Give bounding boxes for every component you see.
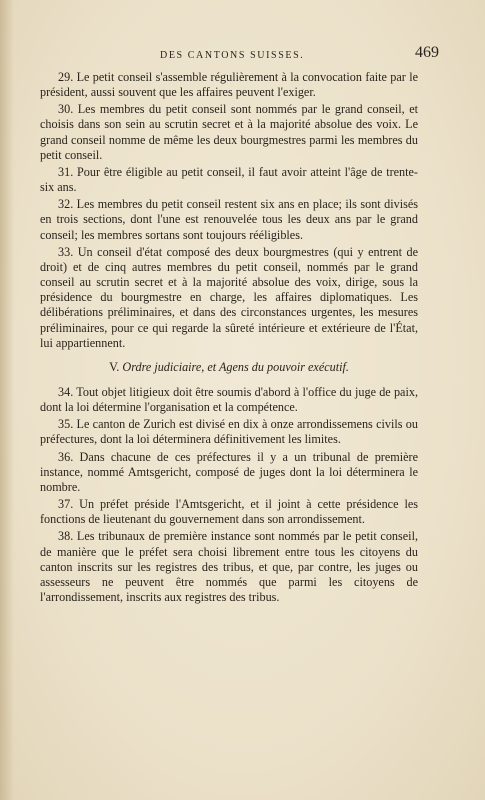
article-35: 35. Le canton de Zurich est divisé en dix à onze arrondissemens civils ou préfectures, dont la loi déterminera définitivement les limites.	[40, 417, 418, 447]
article-36: 36. Dans chacune de ces préfectures il y a un tribunal de première instance, nommé Amtsgericht, composé de juges dont la loi déterminera le nombre.	[40, 449, 418, 494]
article-31: 31. Pour être éligible au petit conseil, il faut avoir atteint l'âge de trente-six ans.	[40, 164, 418, 195]
section-heading	[40, 360, 418, 375]
article-38: 38. Les tribunaux de première instance sont nommés par le petit conseil, de manière que le préfet sera choisi librement entre tous les citoyens du canton inscrits sur les registres des tribus, et que, par contre, les juges ou assesseurs ne peuvent être nommés que parmi les citoyens de l'arrondissement, inscrits aux registres des tribus.	[40, 529, 418, 604]
page-header	[40, 44, 445, 66]
article-30: 30. Les membres du petit conseil sont nommés par le grand conseil, et choisis dans son sein au scrutin secret et à la majorité absolue des voix. Le grand conseil nomme de même les deux bourgmestres parmi les membres du petit conseil.	[40, 102, 418, 162]
article-33: 33. Un conseil d'état composé des deux bourgmestres (qui y entrent de droit) et de cinq autres membres du petit conseil, nommés par le grand conseil au scrutin secret et à la majorité absolue des voix, dirige, sous la présidence du bourgmestre en charge, les affaires diplomatiques. Les délibérations préliminaires, et dans des circonstances urgentes, les mesures préliminaires, pour ce qui regarde la sûreté intérieure et extérieure de l'État, lui appartiennent.	[40, 244, 418, 350]
section-number: V.	[109, 359, 120, 374]
page-gutter-shadow	[0, 0, 14, 800]
article-37: 37. Un préfet préside l'Amtsgericht, et il joint à cette présidence les fonctions de lieutenant du gouvernement dans son arrondissement.	[40, 497, 418, 527]
article-32: 32. Les membres du petit conseil restent six ans en place; ils sont divisés en trois sections, dont l'une est renouvelée tous les deux ans par le grand conseil; les membres sortans sont toujours rééligibles.	[40, 197, 418, 242]
section-title: Ordre judiciaire, et Agens du pouvoir exécutif.	[122, 359, 349, 374]
page-body	[40, 70, 418, 607]
running-title: DES CANTONS SUISSES.	[160, 50, 305, 61]
article-29: 29. Le petit conseil s'assemble régulièrement à la convocation faite par le président, aussi souvent que les affaires peuvent l'exiger.	[40, 70, 418, 100]
article-34: 34. Tout objet litigieux doit être soumis d'abord à l'office du juge de paix, dont la loi détermine l'organisation et la compétence.	[40, 384, 418, 415]
page-number: 469	[415, 44, 439, 61]
